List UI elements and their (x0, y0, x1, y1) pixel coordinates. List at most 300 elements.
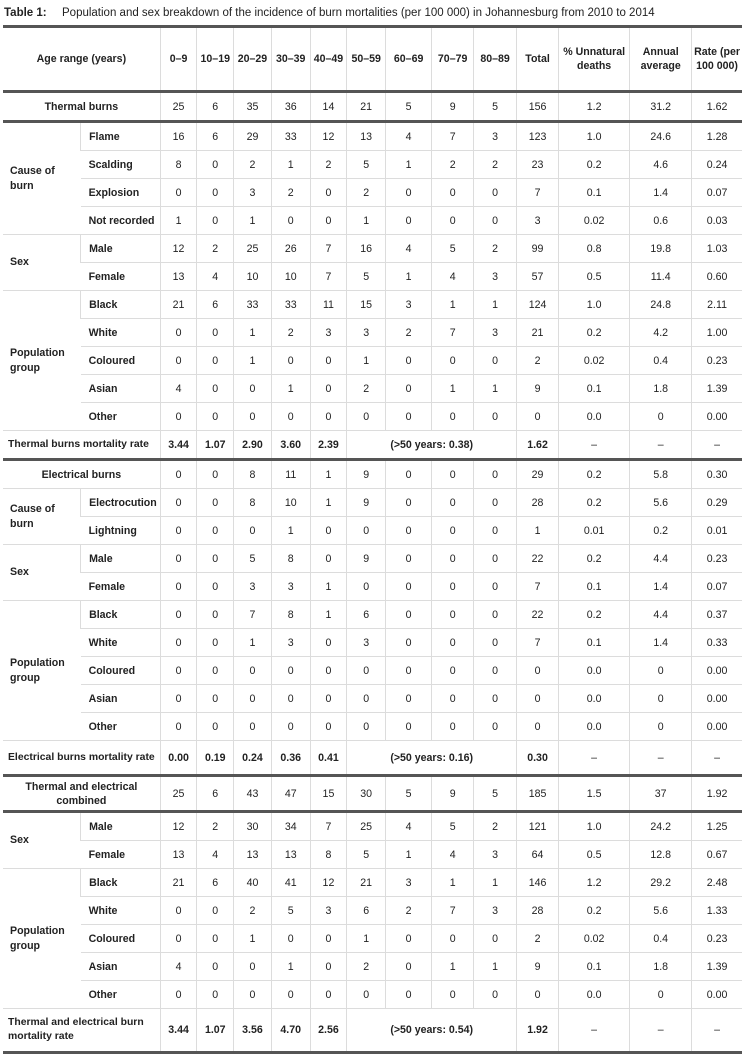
value-cell: 22 (517, 545, 559, 573)
value-cell: 1 (310, 601, 347, 629)
value-cell: 9 (517, 953, 559, 981)
value-cell: 0 (271, 657, 310, 685)
value-cell: 41 (271, 869, 310, 897)
rate-label: Electrical burns mortality rate (3, 741, 160, 776)
value-cell: 0 (474, 207, 517, 235)
value-cell: 0 (310, 375, 347, 403)
value-cell: 13 (271, 841, 310, 869)
value-cell: 0 (474, 925, 517, 953)
value-cell: 16 (160, 122, 197, 151)
table-row (3, 489, 742, 517)
value-cell: 0 (630, 403, 692, 431)
row-label: Black (81, 291, 161, 319)
value-cell: 1.2 (559, 869, 630, 897)
value-cell: 0 (234, 657, 272, 685)
value-cell: 0 (310, 517, 347, 545)
value-cell: 0.23 (692, 545, 742, 573)
value-cell: 3 (347, 319, 386, 347)
table-row (3, 981, 742, 1009)
value-cell: 5 (386, 776, 432, 812)
value-cell: 29 (234, 122, 272, 151)
value-cell: 9 (432, 92, 474, 122)
row-label: Not recorded (81, 207, 161, 235)
value-cell: 30 (234, 812, 272, 841)
value-cell: 1 (234, 319, 272, 347)
row-label: Asian (81, 375, 161, 403)
value-cell: 0 (197, 460, 234, 489)
value-cell: 3 (474, 319, 517, 347)
value-cell: 99 (517, 235, 559, 263)
rate-value: 0.36 (271, 741, 310, 776)
row-label: Scalding (81, 151, 161, 179)
value-cell: 0 (160, 319, 197, 347)
value-cell: 0 (432, 489, 474, 517)
value-cell: 2.48 (692, 869, 742, 897)
value-cell: 0.5 (559, 841, 630, 869)
value-cell: 0 (386, 601, 432, 629)
value-cell: 146 (517, 869, 559, 897)
value-cell: 0 (474, 347, 517, 375)
table-row (3, 235, 742, 263)
table-row (3, 291, 742, 319)
value-cell: 8 (160, 151, 197, 179)
value-cell: 2 (517, 347, 559, 375)
rate-tail: 0.30 (517, 741, 559, 776)
value-cell: 0 (160, 460, 197, 489)
value-cell: 3 (386, 291, 432, 319)
value-cell: 0.0 (559, 403, 630, 431)
table-row (3, 92, 742, 122)
value-cell: 5 (234, 545, 272, 573)
value-cell: 28 (517, 897, 559, 925)
row-label: White (81, 629, 161, 657)
value-cell: 0 (347, 981, 386, 1009)
value-cell: 0 (432, 629, 474, 657)
table-row (3, 897, 742, 925)
value-cell: 2 (234, 151, 272, 179)
value-cell: 0 (197, 151, 234, 179)
value-cell: 0 (197, 347, 234, 375)
value-cell: 0 (197, 375, 234, 403)
table-row (3, 869, 742, 897)
row-label: White (81, 897, 161, 925)
table-row (3, 151, 742, 179)
value-cell: 9 (347, 460, 386, 489)
value-cell: 0 (160, 713, 197, 741)
value-cell: 121 (517, 812, 559, 841)
value-cell: 0 (386, 207, 432, 235)
value-cell: 0.4 (630, 347, 692, 375)
value-cell: 7 (517, 179, 559, 207)
rate-value: 3.44 (160, 1009, 197, 1053)
value-cell: 5 (386, 92, 432, 122)
value-cell: 21 (347, 92, 386, 122)
table-caption (0, 0, 743, 25)
value-cell: 0 (432, 403, 474, 431)
value-cell: 1 (474, 291, 517, 319)
value-cell: 1 (432, 291, 474, 319)
value-cell: 6 (197, 291, 234, 319)
value-cell: 1.4 (630, 629, 692, 657)
value-cell: 6 (197, 869, 234, 897)
value-cell: 0 (432, 713, 474, 741)
rate-tail: 1.62 (517, 431, 559, 460)
table-row (3, 347, 742, 375)
table-row (3, 375, 742, 403)
value-cell: 0 (432, 685, 474, 713)
value-cell: 1 (432, 953, 474, 981)
value-cell: 0 (386, 685, 432, 713)
value-cell: 0.01 (559, 517, 630, 545)
value-cell: 0 (197, 657, 234, 685)
value-cell: 21 (160, 291, 197, 319)
value-cell: 3 (347, 629, 386, 657)
section-title: Thermal burns (3, 92, 160, 122)
rate-value: 1.07 (197, 431, 234, 460)
value-cell: 29.2 (630, 869, 692, 897)
header-age: 40–49 (310, 27, 347, 92)
value-cell: 57 (517, 263, 559, 291)
value-cell: 1.4 (630, 573, 692, 601)
value-cell: 0 (310, 207, 347, 235)
value-cell: 0.2 (559, 319, 630, 347)
value-cell: 12 (310, 122, 347, 151)
rate-value: 0.00 (160, 741, 197, 776)
value-cell: 0 (271, 981, 310, 1009)
value-cell: 0 (474, 545, 517, 573)
value-cell: 0 (432, 460, 474, 489)
value-cell: 0 (630, 685, 692, 713)
value-cell: 0 (432, 207, 474, 235)
value-cell: 8 (271, 545, 310, 573)
table-row (3, 601, 742, 629)
value-cell: 0 (160, 981, 197, 1009)
value-cell: 10 (234, 263, 272, 291)
row-label: Female (81, 263, 161, 291)
value-cell: 185 (517, 776, 559, 812)
value-cell: 43 (234, 776, 272, 812)
value-cell: 0.1 (559, 953, 630, 981)
value-cell: 0 (160, 685, 197, 713)
value-cell: 1.00 (692, 319, 742, 347)
value-cell: 0 (630, 981, 692, 1009)
group-label: Population group (3, 869, 81, 1009)
value-cell: 0.67 (692, 841, 742, 869)
row-label: Other (81, 981, 161, 1009)
value-cell: 13 (347, 122, 386, 151)
value-cell: 4 (197, 841, 234, 869)
value-cell: 0 (160, 179, 197, 207)
table-row (3, 517, 742, 545)
table-row (3, 431, 742, 460)
value-cell: 9 (347, 489, 386, 517)
value-cell: 0 (474, 179, 517, 207)
value-cell: 21 (160, 869, 197, 897)
value-cell: 0 (347, 573, 386, 601)
value-cell: 0 (197, 489, 234, 517)
value-cell: 0.60 (692, 263, 742, 291)
value-cell: 13 (160, 841, 197, 869)
value-cell: 0.2 (559, 460, 630, 489)
header-age: 80–89 (474, 27, 517, 92)
value-cell: 0 (197, 207, 234, 235)
value-cell: 0 (432, 573, 474, 601)
value-cell: 1.92 (692, 776, 742, 812)
value-cell: 0 (197, 953, 234, 981)
rate-value: 4.70 (271, 1009, 310, 1053)
group-label: Sex (3, 235, 81, 291)
caption-text: Population and sex breakdown of the incidence of burn mortalities (per 100 000) in Johannesburg from 2010 to 2014 (62, 6, 655, 19)
value-cell: 0 (310, 925, 347, 953)
value-cell: 1 (160, 207, 197, 235)
burn-mortality-table (3, 25, 742, 1054)
value-cell: 13 (234, 841, 272, 869)
value-cell: 0.00 (692, 685, 742, 713)
value-cell: 4.4 (630, 601, 692, 629)
value-cell: 0 (474, 460, 517, 489)
rate-value: 0.19 (197, 741, 234, 776)
value-cell: 2 (197, 812, 234, 841)
rate-value: 3.44 (160, 431, 197, 460)
value-cell: 10 (271, 263, 310, 291)
value-cell: 0.01 (692, 517, 742, 545)
value-cell: 5 (347, 841, 386, 869)
value-cell: 30 (347, 776, 386, 812)
value-cell: 1 (347, 925, 386, 953)
value-cell: 0.8 (559, 235, 630, 263)
value-cell: 0 (197, 403, 234, 431)
value-cell: 0 (160, 347, 197, 375)
rate-value: 2.56 (310, 1009, 347, 1053)
value-cell: 0 (630, 713, 692, 741)
table-row (3, 263, 742, 291)
value-cell: 2 (347, 375, 386, 403)
table-row (3, 573, 742, 601)
value-cell: 0 (474, 629, 517, 657)
row-label: Other (81, 403, 161, 431)
value-cell: 12.8 (630, 841, 692, 869)
row-label: Male (81, 545, 161, 573)
rate-tail: 1.92 (517, 1009, 559, 1053)
value-cell: 2 (234, 897, 272, 925)
value-cell: 0 (386, 179, 432, 207)
value-cell: 0 (160, 657, 197, 685)
value-cell: 0 (197, 601, 234, 629)
value-cell: 0.1 (559, 179, 630, 207)
value-cell: 35 (234, 92, 272, 122)
header-row (3, 27, 742, 92)
value-cell: 33 (234, 291, 272, 319)
rate-over50: (>50 years: 0.38) (347, 431, 517, 460)
value-cell: 0 (474, 713, 517, 741)
value-cell: 0 (432, 981, 474, 1009)
value-cell: 0 (474, 657, 517, 685)
value-cell: 25 (160, 92, 197, 122)
value-cell: 3 (386, 869, 432, 897)
value-cell: 9 (432, 776, 474, 812)
value-cell: 1 (271, 151, 310, 179)
value-cell: 2 (386, 897, 432, 925)
value-cell: 5 (432, 235, 474, 263)
value-cell: 1 (386, 841, 432, 869)
value-cell: 33 (271, 122, 310, 151)
value-cell: 36 (271, 92, 310, 122)
value-cell: 1.4 (630, 179, 692, 207)
value-cell: 4.2 (630, 319, 692, 347)
value-cell: 0 (386, 403, 432, 431)
table-row (3, 179, 742, 207)
value-cell: 2 (347, 953, 386, 981)
value-cell: 0 (160, 403, 197, 431)
value-cell: 0 (386, 573, 432, 601)
value-cell: 1.28 (692, 122, 742, 151)
value-cell: 26 (271, 235, 310, 263)
value-cell: 0 (197, 517, 234, 545)
value-cell: 1 (474, 375, 517, 403)
value-cell: 4.6 (630, 151, 692, 179)
value-cell: 6 (347, 897, 386, 925)
value-cell: 0 (197, 713, 234, 741)
value-cell: 0 (386, 981, 432, 1009)
value-cell: 15 (310, 776, 347, 812)
value-cell: 0 (197, 897, 234, 925)
value-cell: 0 (386, 545, 432, 573)
section-title: Electrical burns (3, 460, 160, 489)
value-cell: 0 (474, 685, 517, 713)
value-cell: 0 (310, 347, 347, 375)
value-cell: 0.1 (559, 629, 630, 657)
row-label: Black (81, 601, 161, 629)
value-cell: 2 (474, 151, 517, 179)
value-cell: 1.33 (692, 897, 742, 925)
value-cell: 0.0 (559, 657, 630, 685)
value-cell: 1.03 (692, 235, 742, 263)
value-cell: 0.2 (559, 897, 630, 925)
value-cell: 7 (432, 122, 474, 151)
value-cell: 0 (386, 375, 432, 403)
row-label: Male (81, 235, 161, 263)
value-cell: 0 (197, 981, 234, 1009)
row-label: Other (81, 713, 161, 741)
value-cell: 0 (160, 573, 197, 601)
value-cell: 7 (234, 601, 272, 629)
value-cell: 0 (271, 207, 310, 235)
rate-tail: – (630, 741, 692, 776)
value-cell: 2 (271, 319, 310, 347)
value-cell: 0 (197, 685, 234, 713)
header-age: 60–69 (386, 27, 432, 92)
value-cell: 21 (517, 319, 559, 347)
value-cell: 0 (160, 897, 197, 925)
value-cell: 2 (517, 925, 559, 953)
value-cell: 0.30 (692, 460, 742, 489)
value-cell: 4 (160, 375, 197, 403)
value-cell: 0 (386, 713, 432, 741)
value-cell: 7 (310, 235, 347, 263)
header-annual: Annual average (630, 27, 692, 92)
value-cell: 3 (474, 841, 517, 869)
value-cell: 0 (310, 657, 347, 685)
value-cell: 1.8 (630, 375, 692, 403)
value-cell: 0.24 (692, 151, 742, 179)
table-row (3, 841, 742, 869)
table-row (3, 741, 742, 776)
value-cell: 0 (432, 925, 474, 953)
value-cell: 0.4 (630, 925, 692, 953)
rate-tail: – (559, 431, 630, 460)
value-cell: 4 (432, 841, 474, 869)
row-label: Female (81, 841, 161, 869)
value-cell: 1.8 (630, 953, 692, 981)
value-cell: 2 (432, 151, 474, 179)
value-cell: 3 (310, 319, 347, 347)
value-cell: 0 (432, 545, 474, 573)
table-row (3, 545, 742, 573)
value-cell: 1.0 (559, 291, 630, 319)
group-label: Sex (3, 545, 81, 601)
table-row (3, 460, 742, 489)
value-cell: 7 (432, 319, 474, 347)
value-cell: 5 (347, 151, 386, 179)
group-label: Population group (3, 601, 81, 741)
value-cell: 123 (517, 122, 559, 151)
value-cell: 1.2 (559, 92, 630, 122)
value-cell: 6 (197, 122, 234, 151)
value-cell: 1 (347, 347, 386, 375)
value-cell: 0 (386, 489, 432, 517)
value-cell: 0.6 (630, 207, 692, 235)
value-cell: 0 (197, 545, 234, 573)
value-cell: 40 (234, 869, 272, 897)
value-cell: 1 (234, 207, 272, 235)
group-label: Cause of burn (3, 122, 81, 235)
row-label: Coloured (81, 925, 161, 953)
value-cell: 1.25 (692, 812, 742, 841)
value-cell: 1.0 (559, 812, 630, 841)
value-cell: 24.2 (630, 812, 692, 841)
value-cell: 23 (517, 151, 559, 179)
value-cell: 0 (432, 179, 474, 207)
value-cell: 7 (517, 629, 559, 657)
header-unnatural: % Unnatural deaths (559, 27, 630, 92)
value-cell: 0.02 (559, 207, 630, 235)
value-cell: 0 (234, 375, 272, 403)
value-cell: 0.1 (559, 375, 630, 403)
value-cell: 12 (160, 812, 197, 841)
section-title: Thermal and electrical combined (3, 776, 160, 812)
value-cell: 0 (310, 685, 347, 713)
value-cell: 0 (517, 657, 559, 685)
value-cell: 0 (432, 601, 474, 629)
value-cell: 4 (386, 812, 432, 841)
value-cell: 4 (432, 263, 474, 291)
row-label: Coloured (81, 657, 161, 685)
value-cell: 0 (271, 713, 310, 741)
value-cell: 0 (197, 629, 234, 657)
value-cell: 0 (310, 953, 347, 981)
value-cell: 0.1 (559, 573, 630, 601)
value-cell: 1 (432, 375, 474, 403)
value-cell: 2 (474, 812, 517, 841)
value-cell: 1 (386, 151, 432, 179)
rate-value: 3.56 (234, 1009, 272, 1053)
value-cell: 3 (474, 122, 517, 151)
value-cell: 2 (386, 319, 432, 347)
value-cell: 0 (630, 657, 692, 685)
rate-over50: (>50 years: 0.16) (347, 741, 517, 776)
value-cell: 11.4 (630, 263, 692, 291)
group-label: Sex (3, 812, 81, 869)
